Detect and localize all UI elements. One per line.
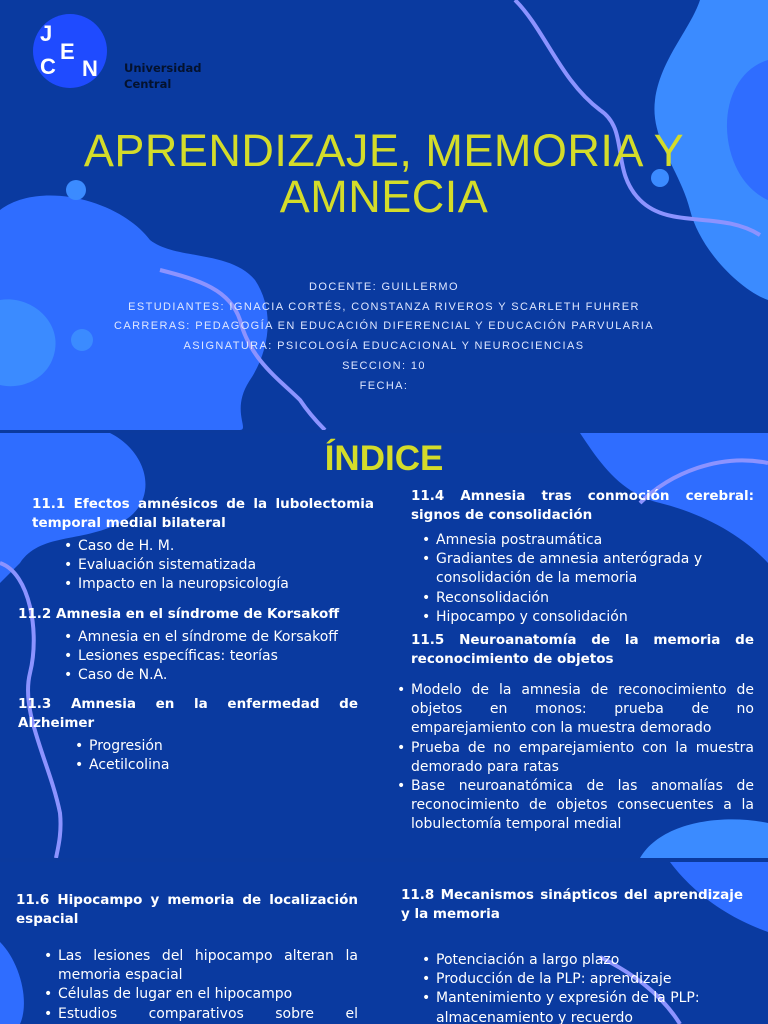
university-logo	[33, 14, 107, 88]
info-carreras: CARRERAS: PEDAGOGÍA EN EDUCACIÓN DIFERENCIAL Y EDUCACIÓN PARVULARIA	[113, 320, 654, 333]
logo-letter-c: C	[40, 54, 56, 79]
list-item: • Acetilcolina	[75, 756, 374, 775]
logo-letter-n: N	[82, 56, 98, 81]
list-item: • Las lesiones del hipocampo alteran la memoria espacial	[44, 947, 358, 985]
university-name-line1: Universidad	[124, 61, 202, 75]
list-11-6	[44, 947, 358, 1024]
list-item: • Mantenimiento y expresión de la PLP: almacenamiento y recuerdo	[422, 989, 743, 1024]
index-title: ÍNDICE	[324, 439, 444, 478]
list-item: • Prueba de no emparejamiento con la muestra demorado para ratas	[397, 739, 754, 777]
info-asignatura: ASIGNATURA: PSICOLOGÍA EDUCACIONAL Y NEUROCIENCIAS	[183, 340, 585, 353]
list-item: • Caso de N.A.	[64, 666, 374, 685]
list-item: • Evaluación sistematizada	[64, 556, 374, 575]
main-title	[20, 125, 748, 222]
logo-letter-e: E	[60, 39, 75, 64]
heading-11-1: 11.1 Efectos amnésicos de la lubolectomia temporal medial bilateral	[32, 496, 374, 531]
list-item: • Caso de H. M.	[64, 537, 374, 556]
heading-11-2: 11.2 Amnesia en el síndrome de Korsakoff	[18, 605, 340, 622]
university-name-line2: Central	[124, 77, 172, 91]
info-estudiantes: ESTUDIANTES: IGNACIA CORTÉS, CONSTANZA RIVEROS Y SCARLETH FUHRER	[128, 300, 640, 313]
list-item: • Amnesia en el síndrome de Korsakoff	[64, 628, 374, 647]
index-continued-section	[0, 862, 768, 1024]
list-item: • Base neuroanatómica de las anomalías de reconocimiento de objetos consecuentes a la lobulectomía temporal medial	[397, 777, 754, 835]
continued-right-column	[401, 886, 743, 1024]
logo-letter-j: J	[40, 21, 53, 46]
info-seccion: SECCION: 10	[342, 359, 426, 372]
list-11-2	[64, 628, 374, 686]
list-11-8	[422, 951, 743, 1024]
heading-11-6: 11.6 Hipocampo y memoria de localización espacial	[16, 892, 358, 927]
heading-11-4: 11.4 Amnesia tras conmoción cerebral: signos de consolidación	[411, 488, 754, 523]
info-docente: DOCENTE: GUILLERMO	[309, 281, 459, 293]
index-right-column	[411, 487, 754, 835]
list-item: • Gradiantes de amnesia anterógrada y consolidación de la memoria	[422, 550, 754, 588]
list-item: • Reconsolidación	[422, 589, 754, 608]
list-item: • Potenciación a largo plazo	[422, 951, 743, 970]
list-11-1	[64, 537, 374, 595]
list-11-3	[75, 737, 374, 775]
list-item: • Estudios comparativos sobre el	[44, 1005, 358, 1024]
heading-11-3: 11.3 Amnesia en la enfermedad de Alzheimer	[18, 696, 358, 732]
main-title-line2: AMNECIA	[279, 171, 489, 222]
list-item: • Hipocampo y consolidación	[422, 608, 754, 627]
index-left-column	[18, 495, 374, 776]
university-name	[124, 60, 201, 92]
heading-11-5: 11.5 Neuroanatomía de la memoria de reconocimiento de objetos	[411, 632, 754, 668]
cover-info	[60, 278, 708, 396]
list-11-5	[397, 681, 754, 835]
info-fecha: FECHA:	[359, 379, 409, 392]
list-item: • Lesiones específicas: teorías	[64, 647, 374, 666]
list-item: • Producción de la PLP: aprendizaje	[422, 970, 743, 989]
list-item: • Modelo de la amnesia de reconocimiento de objetos en monos: prueba de no emparejamiento con la muestra demorado	[397, 681, 754, 739]
list-11-4	[422, 531, 754, 627]
continued-left-column	[16, 891, 358, 1024]
cover-section	[0, 0, 768, 430]
list-item: • Progresión	[75, 737, 374, 756]
list-item: • Amnesia postraumática	[422, 531, 754, 550]
list-item: • Células de lugar en el hipocampo	[44, 985, 358, 1004]
list-item: • Impacto en la neuropsicología	[64, 575, 374, 594]
heading-11-8: 11.8 Mecanismos sinápticos del aprendizaje y la memoria	[401, 887, 743, 922]
main-title-line1: APRENDIZAJE, MEMORIA Y	[83, 125, 685, 176]
index-section	[0, 433, 768, 858]
